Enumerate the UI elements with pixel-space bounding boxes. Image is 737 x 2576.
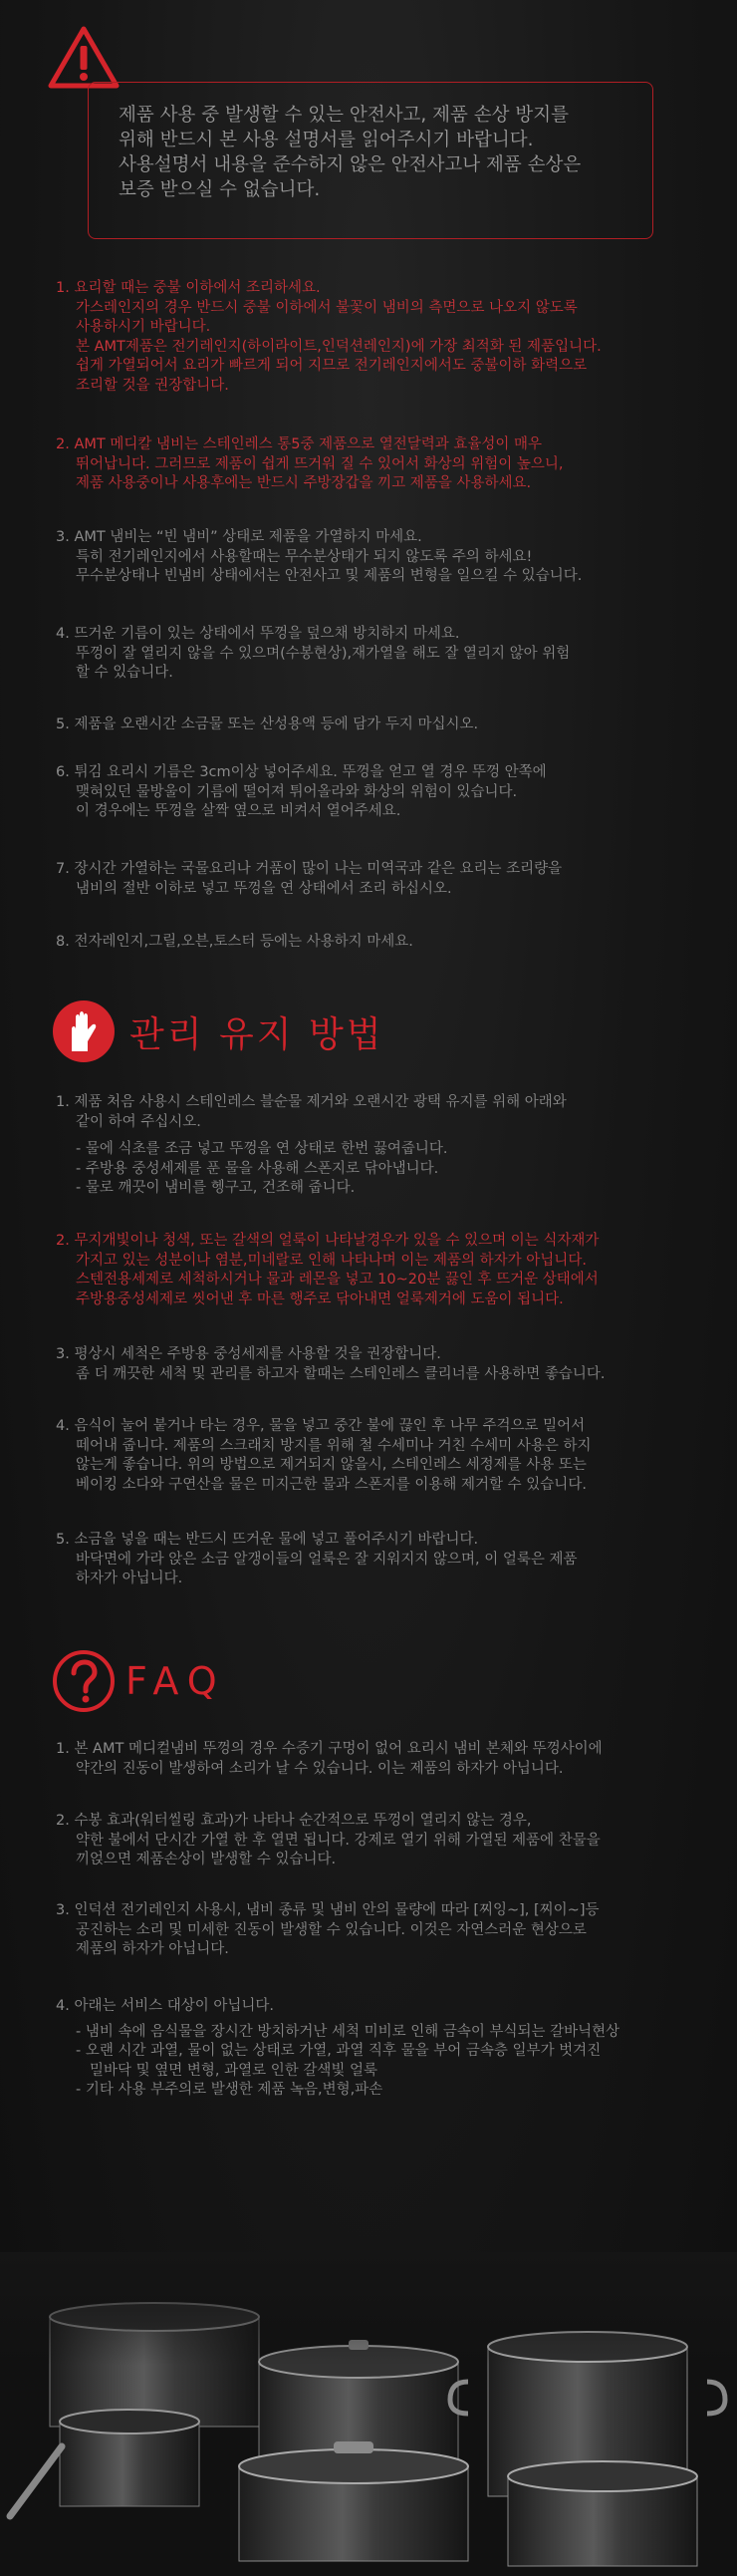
item-line: 하자가 아닙니다. xyxy=(76,1571,183,1586)
usage-list xyxy=(56,763,723,822)
usage-item-5 xyxy=(56,716,723,735)
usage-item-3 xyxy=(56,528,723,587)
item-line: 1. 요리할 때는 중불 이하에서 조리하세요. xyxy=(56,280,321,296)
item-line: 바닥면에 가라 앉은 소금 알갱이들의 얼룩은 잘 지워지지 않으며, 이 얼룩은 제품 xyxy=(76,1551,578,1568)
usage-item-8 xyxy=(56,933,723,953)
usage-item-4 xyxy=(56,625,723,684)
item-line: 주방용중성세제로 씻어낸 후 마른 행주로 닦아내면 얼룩제거에 도움이 됩니다. xyxy=(76,1290,564,1307)
notice-line: 사용설명서 내용을 준수하지 않은 안전사고나 제품 손상은 xyxy=(119,154,582,175)
item-line: 3. 인덕션 전기레인지 사용시, 냄비 종류 및 냄비 안의 물량에 따라 [찌잉~], [찌이~]등 xyxy=(56,1902,600,1918)
item-line: 제품 사용중이나 사용후에는 반드시 주방장갑을 끼고 제품을 사용하세요. xyxy=(76,475,532,491)
usage-list xyxy=(56,625,723,684)
item-line: 베이킹 소다와 구연산을 물은 미지근한 물과 스폰지를 이용해 제거할 수 있습니다. xyxy=(76,1476,587,1493)
warning-icon xyxy=(48,26,120,90)
cookware-image xyxy=(0,2252,737,2576)
item-line: - 물로 깨끗이 냄비를 헹구고, 건조해 줍니다. xyxy=(76,1180,356,1196)
usage-list xyxy=(56,528,723,587)
item-line: 4. 아래는 서비스 대상이 아닙니다. xyxy=(56,1998,274,2014)
faq-item-3 xyxy=(56,1901,723,1960)
item-line: 약한 불에서 단시간 가열 한 후 열면 됩니다. 강제로 열기 위해 가열된 제품에 찬물을 xyxy=(76,1832,601,1849)
item-line: 뛰어납니다. 그러므로 제품이 쉽게 뜨거워 질 수 있어서 화상의 위험이 높으니, xyxy=(76,455,564,472)
faq-list xyxy=(56,1740,723,1779)
item-line: 4. 뜨거운 기름이 있는 상태에서 뚜껑을 덮으채 방치하지 마세요. xyxy=(56,626,460,642)
notice-line: 보증 받으실 수 없습니다. xyxy=(119,179,321,200)
care-list xyxy=(56,1531,723,1589)
care-list xyxy=(56,1093,723,1199)
care-item-3 xyxy=(56,1345,723,1384)
item-line: 6. 튀김 요리시 기름은 3cm이상 넣어주세요. 뚜껑을 얻고 열 경우 뚜껑 안쪽에 xyxy=(56,764,547,780)
item-line: 이 경우에는 뚜껑을 살짝 옆으로 비켜서 열어주세요. xyxy=(76,803,401,819)
care-title: 관리 유지 방법 xyxy=(129,1013,384,1055)
item-line: 8. 전자레인지,그릴,오븐,토스터 등에는 사용하지 마세요. xyxy=(56,934,413,950)
care-item-4 xyxy=(56,1417,723,1495)
item-line: 스텐전용세제로 세척하시거나 물과 레몬을 넣고 10~20분 끓인 후 뜨거운 상태에서 xyxy=(76,1272,599,1288)
item-line: 맺혀있던 물방울이 기름에 떨어져 튀어올라와 화상의 위험이 있습니다. xyxy=(76,783,518,800)
care-item-1 xyxy=(56,1093,723,1199)
item-line: 2. 무지개빛이나 청색, 또는 갈색의 얼룩이 나타날경우가 있을 수 있으며 이는 식자재가 xyxy=(56,1233,600,1249)
notice-line: 위해 반드시 본 사용 설명서를 읽어주시기 바랍니다. xyxy=(119,130,534,150)
item-line: - 기타 사용 부주의로 발생한 제품 녹음,변형,파손 xyxy=(76,2082,383,2098)
item-line: 5. 제품을 오랜시간 소금물 또는 산성용액 등에 담가 두지 마십시오. xyxy=(56,716,479,732)
item-line: 1. 본 AMT 메디컬냄비 뚜껑의 경우 수증기 구멍이 없어 요리시 냄비 본체와 뚜껑사이에 xyxy=(56,1741,603,1757)
care-list xyxy=(56,1345,723,1384)
usage-list xyxy=(56,860,723,899)
item-line: 2. AMT 메디칼 냄비는 스테인레스 통5중 제품으로 열전달력과 효율성이 매우 xyxy=(56,436,543,452)
item-line: 가지고 있는 성분이나 염분,미네랄로 인해 나타나며 이는 제품의 하자가 아닙니다. xyxy=(76,1252,587,1269)
faq-header xyxy=(52,1649,226,1713)
faq-item-1 xyxy=(56,1740,723,1779)
item-line: 공진하는 소리 및 미세한 진동이 발생할 수 있습니다. 이것은 자연스러운 현상으로 xyxy=(76,1921,587,1938)
item-line: 쉽게 가열되어서 요리가 빠르게 되어 지므로 전기레인지에서도 중불이하 화력으로 xyxy=(76,358,588,374)
usage-item-2 xyxy=(56,435,723,494)
item-line: 3. AMT 냄비는 “빈 냄비” 상태로 제품을 가열하지 마세요. xyxy=(56,529,422,545)
faq-title: FAQ xyxy=(125,1659,226,1703)
item-line: 제품의 하자가 아닙니다. xyxy=(76,1941,229,1957)
usage-item-6 xyxy=(56,763,723,822)
care-item-2 xyxy=(56,1232,723,1309)
usage-list xyxy=(56,435,723,494)
usage-list xyxy=(56,279,723,396)
care-item-5 xyxy=(56,1531,723,1589)
question-icon xyxy=(52,1649,116,1713)
item-line: 3. 평상시 세척은 주방용 중성세제를 사용할 것을 권장합니다. xyxy=(56,1346,441,1362)
faq-list xyxy=(56,1997,723,2101)
glove-icon xyxy=(52,1000,116,1063)
item-line: 가스레인지의 경우 반드시 중불 이하에서 불꽃이 냄비의 측면으로 나오지 않도록 xyxy=(76,299,578,316)
item-line: 할 수 있습니다. xyxy=(76,665,173,681)
item-line: 냄비의 절반 이하로 넣고 뚜껑을 연 상태에서 조리 하십시오. xyxy=(76,880,452,897)
usage-list xyxy=(56,716,723,735)
item-line: 약간의 진동이 발생하여 소리가 날 수 있습니다. 이는 제품의 하자가 아닙니다. xyxy=(76,1760,564,1777)
item-line: 뚜껑이 잘 열리지 않을 수 있으며(수봉현상),재가열을 해도 잘 열리지 않아 위험 xyxy=(76,645,571,662)
item-line: 밀바닥 및 옆면 변형, 과열로 인한 갈색빛 얼룩 xyxy=(90,2062,377,2079)
item-line: - 오랜 시간 과열, 물이 없는 상태로 가열, 과열 직후 물을 부어 금속층 일부가 벗겨진 xyxy=(76,2043,602,2059)
item-line: 5. 소금을 넣을 때는 반드시 뜨거운 물에 넣고 풀어주시기 바랍니다. xyxy=(56,1532,479,1548)
faq-item-2 xyxy=(56,1812,723,1870)
faq-item-4 xyxy=(56,1997,723,2101)
item-line: 조리할 것을 권장합니다. xyxy=(76,377,229,394)
care-header xyxy=(52,1000,384,1063)
item-line: 같이 하여 주십시오. xyxy=(76,1113,201,1130)
notice-line: 제품 사용 중 발생할 수 있는 안전사고, 제품 손상 방지를 xyxy=(119,105,569,126)
item-line: 7. 장시간 가열하는 국물요리나 거품이 많이 나는 미역국과 같은 요리는 조리량을 xyxy=(56,861,563,877)
item-line: 2. 수봉 효과(워터씰링 효과)가 나타나 순간적으로 뚜껑이 열리지 않는 경우, xyxy=(56,1813,532,1829)
faq-list xyxy=(56,1901,723,1960)
item-line: 무수분상태나 빈냄비 상태에서는 안전사고 및 제품의 변형을 일으킬 수 있습니다. xyxy=(76,568,583,584)
item-line: 4. 음식이 눌어 붙거나 타는 경우, 물을 넣고 중간 불에 끊인 후 나무 주걱으로 밀어서 xyxy=(56,1418,586,1434)
item-line: 사용하시기 바랍니다. xyxy=(76,319,211,335)
item-line: - 물에 식초를 조금 넣고 뚜껑을 연 상태로 한번 끓여줍니다. xyxy=(76,1141,448,1157)
item-line: 좀 더 깨끗한 세척 및 관리를 하고자 할때는 스테인레스 클리너를 사용하면 좋습니다. xyxy=(76,1365,606,1382)
item-line: 특히 전기레인지에서 사용할때는 무수분상태가 되지 않도록 주의 하세요! xyxy=(76,548,533,565)
item-line: 끼얹으면 제품손상이 발생할 수 있습니다. xyxy=(76,1852,337,1867)
item-line: - 냄비 속에 음식물을 장시간 방치하거난 세척 미비로 인해 금속이 부식되는 갈바닉현상 xyxy=(76,2023,620,2040)
usage-list xyxy=(56,933,723,953)
usage-item-7 xyxy=(56,860,723,899)
faq-list xyxy=(56,1812,723,1870)
care-list xyxy=(56,1417,723,1495)
item-line: 본 AMT제품은 전기레인지(하이라이트,인덕션레인지)에 가장 최적화 된 제품입니다. xyxy=(76,338,602,355)
item-line: 않는게 좋습니다. 위의 방법으로 제거되지 않을시, 스테인레스 세정제를 사용 또는 xyxy=(76,1457,587,1473)
item-line: 떼어내 줍니다. 제품의 스크래치 방지를 위해 철 수세미나 거친 수세미 사용은 하지 xyxy=(76,1437,592,1454)
usage-item-1 xyxy=(56,279,723,396)
notice-box xyxy=(88,82,653,239)
item-line: 1. 제품 처음 사용시 스테인레스 블순물 제거와 오랜시간 광택 유지를 위해 아래와 xyxy=(56,1094,567,1110)
item-line: - 주방용 중성세제를 푼 물을 사용해 스폰지로 닦아냅니다. xyxy=(76,1160,439,1177)
care-list xyxy=(56,1232,723,1309)
